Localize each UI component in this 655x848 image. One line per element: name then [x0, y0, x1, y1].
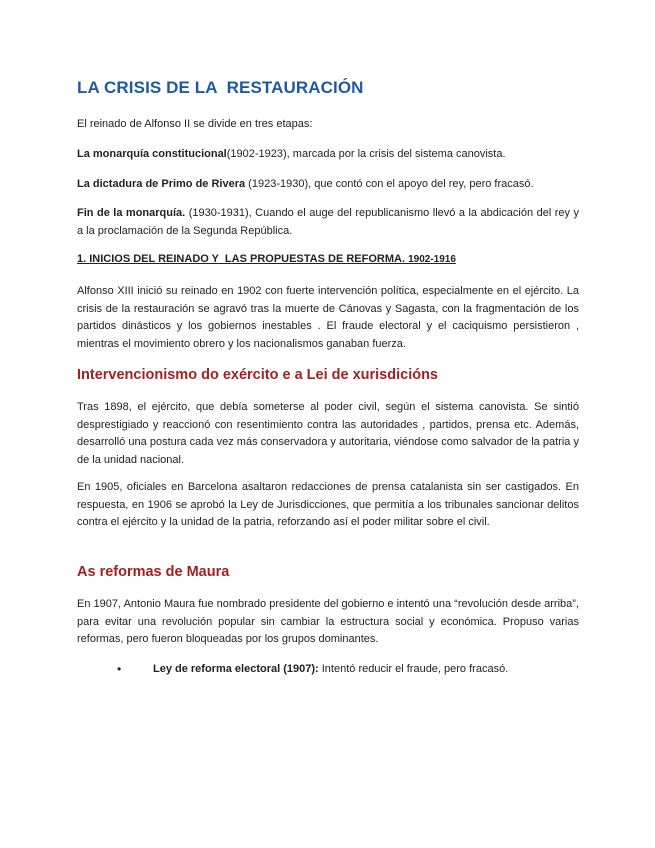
subsection-heading: Intervencionismo do exército e a Lei de xurisdicións — [77, 367, 438, 383]
bullet-description: Intentó reducir el fraude, pero fracasó. — [318, 663, 509, 675]
stage-text: (1930-1931), Cuando el auge del republicanismo llevó a la abdicación del rey y a la proclamación de la Segunda República. — [77, 207, 579, 237]
stage-label: Fin de la monarquía. — [77, 207, 186, 219]
bullet-icon: • — [117, 662, 122, 676]
stage-text: (1923-1930), que contó con el apoyo del rey, pero fracasó. — [245, 178, 534, 190]
stage-label: La dictadura de Primo de Rivera — [77, 178, 246, 190]
body-paragraph: Tras 1898, el ejército, que debía someterse al poder civil, según el sistema canovista. Se sintió desprestigiado y reaccionó con resentimiento contra las autoridades , partidos, prensa etc. Además, desarrolló una postura cada vez más conservadora y autoritaria, viéndose como salvador de la patria y de la unidad nacional. — [77, 401, 579, 466]
document-title: LA CRISIS DE LA RESTAURACIÓN — [77, 78, 364, 97]
body-paragraph: Alfonso XIII inició su reinado en 1902 con fuerte intervención política, especialmente en el ejército. La crisis de la restauración se agravó tras la muerte de Cánovas y Sagasta, con la fragmentación de los partidos dinásticos y los gobiernos inestables . El fraude electoral y el caciquismo persistieron , mientras el movimiento obrero y los nacionalismos ganaban fuerza. — [77, 285, 579, 350]
stage-paragraph — [77, 205, 579, 240]
stage-text: (1902-1923), marcada por la crisis del sistema canovista. — [226, 148, 506, 160]
bullet-text — [153, 661, 508, 679]
body-paragraph: En 1907, Antonio Maura fue nombrado presidente del gobierno e intentó una “revolución desde arriba”, para evitar una revolución popular sin cambiar la estructura social y económica. Propuso varias reformas, pero fueron bloqueadas por los grupos dominantes. — [77, 598, 579, 645]
subsection-heading: As reformas de Maura — [77, 564, 230, 580]
section-heading — [77, 253, 456, 265]
body-paragraph: En 1905, oficiales en Barcelona asaltaron redacciones de prensa catalanista sin ser castigados. En respuesta, en 1906 se aprobó la Ley de Jurisdicciones, que permitía a los tribunales sancionar delitos contra el ejército y la unidad de la patria, reforzando así el poder militar sobre el civil. — [77, 481, 579, 528]
stage-label: La monarquía constitucional — [77, 148, 227, 160]
section-heading-years: 1902-1916 — [408, 254, 456, 265]
intro-paragraph: El reinado de Alfonso II se divide en tres etapas: — [77, 118, 313, 130]
section-heading-text: 1. INICIOS DEL REINADO Y LAS PROPUESTAS DE REFORMA. — [77, 253, 409, 265]
stage-paragraph — [77, 146, 579, 164]
stage-paragraph — [77, 176, 579, 194]
bullet-label: Ley de reforma electoral (1907): — [153, 663, 319, 675]
